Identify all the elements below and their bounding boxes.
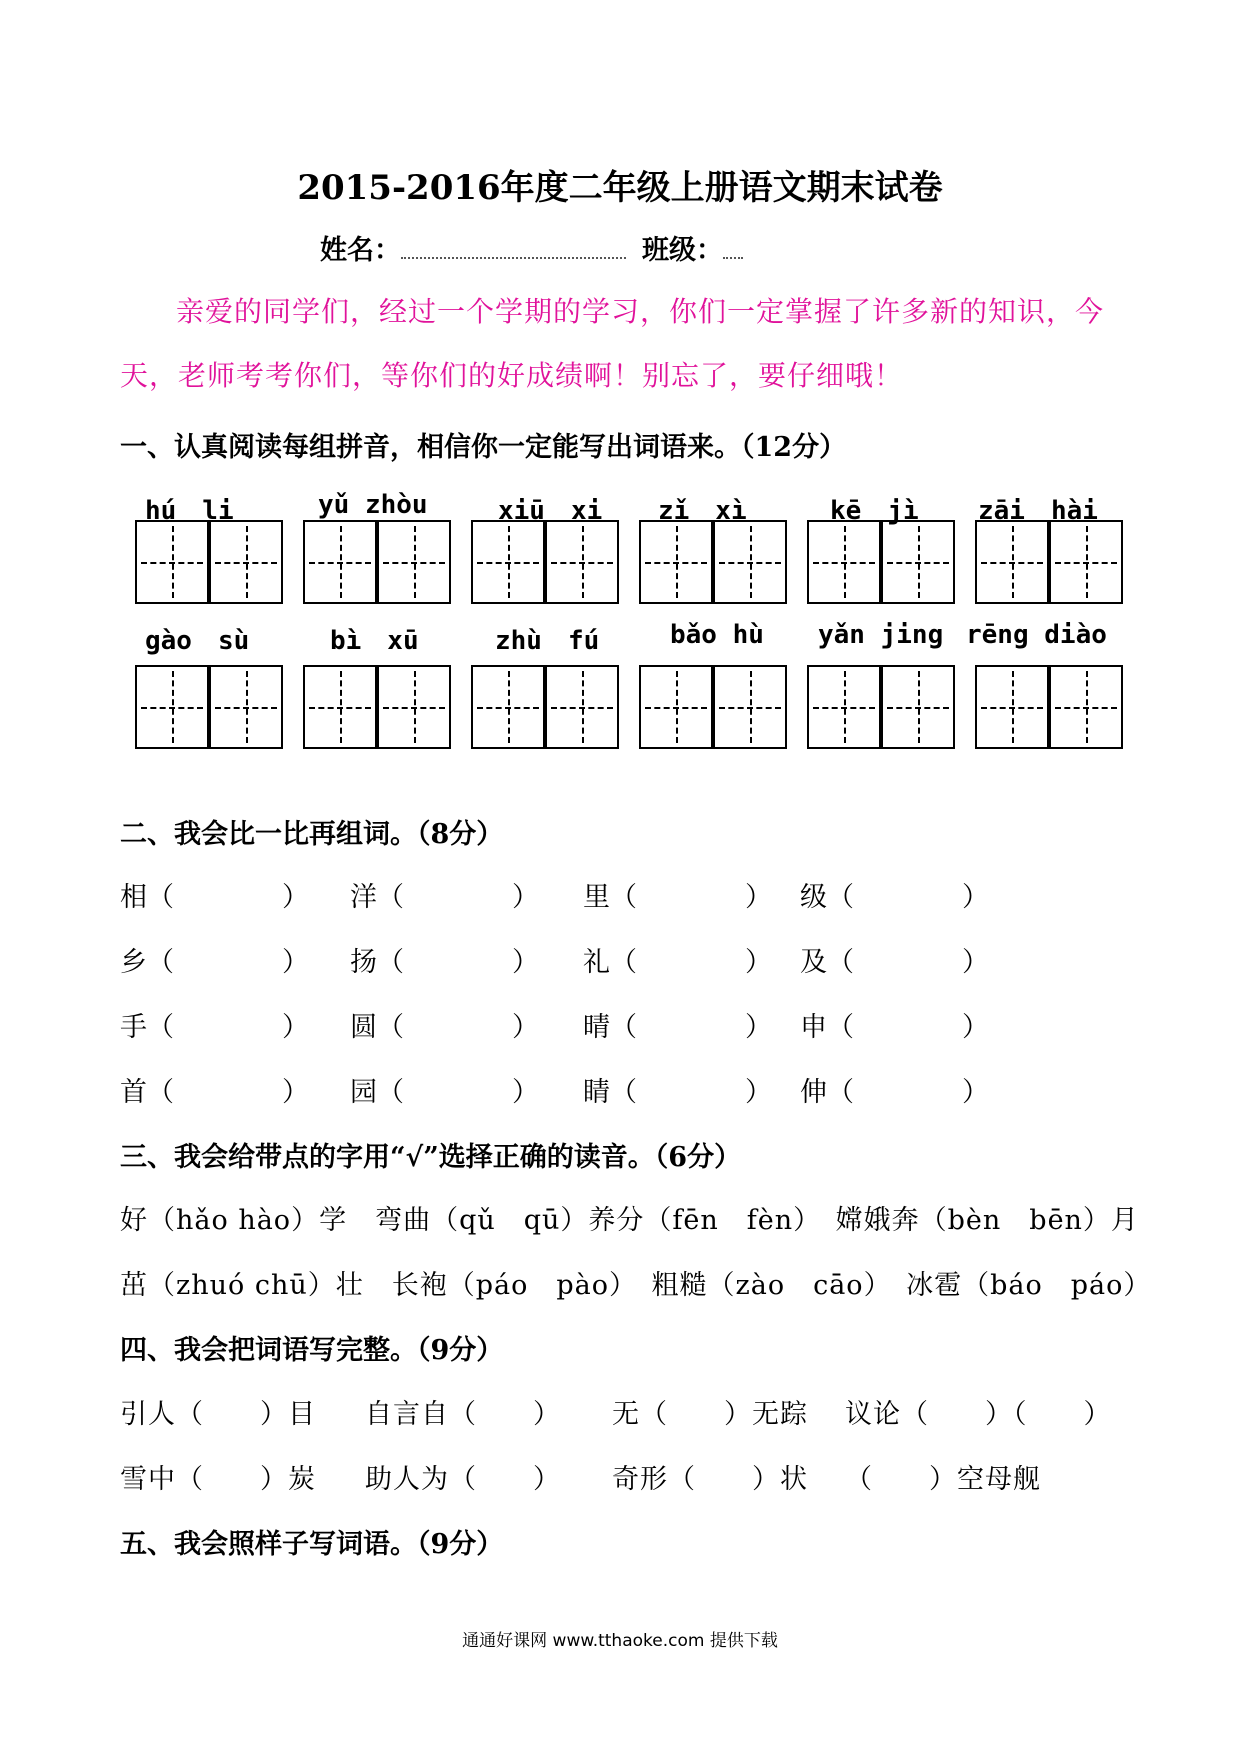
writing-grid[interactable] bbox=[135, 520, 285, 604]
compare-item[interactable]: 晴（ ） bbox=[583, 1012, 772, 1043]
compare-item[interactable]: 伸（ ） bbox=[800, 1077, 989, 1108]
writing-grid[interactable] bbox=[975, 665, 1125, 749]
fill-word[interactable]: 雪中（ ）炭 bbox=[120, 1464, 316, 1495]
compare-item[interactable]: 级（ ） bbox=[800, 882, 989, 913]
compare-item[interactable]: 相（ ） bbox=[120, 882, 309, 913]
pinyin-label: bǎo hù bbox=[670, 620, 764, 650]
section3-heading: 三、我会给带点的字用“√”选择正确的读音。（6分） bbox=[120, 1142, 742, 1173]
class-blank[interactable] bbox=[723, 235, 743, 259]
compare-item[interactable]: 睛（ ） bbox=[583, 1077, 772, 1108]
pinyin-label: bì xū bbox=[330, 626, 419, 656]
writing-grid[interactable] bbox=[471, 520, 621, 604]
compare-item[interactable]: 里（ ） bbox=[583, 882, 772, 913]
intro-paragraph: 亲爱的同学们，经过一个学期的学习，你们一定掌握了许多新的知识，今天，老师考考你们，等你们的好成绩啊！别忘了，要仔细哦！ bbox=[120, 295, 1105, 392]
footer-credit: 通通好课网 www.tthaoke.com 提供下载 bbox=[462, 1631, 778, 1651]
pinyin-label: hú li bbox=[145, 496, 234, 526]
compare-item[interactable]: 及（ ） bbox=[800, 947, 989, 978]
section4-heading: 四、我会把词语写完整。（9分） bbox=[120, 1335, 504, 1366]
pinyin-label: xiū xi bbox=[498, 496, 603, 526]
writing-grid[interactable] bbox=[135, 665, 285, 749]
class-label: 班级： bbox=[642, 235, 723, 266]
fill-word[interactable]: 无（ ）无踪 bbox=[612, 1399, 808, 1430]
page-title: 2015-2016年度二年级上册语文期末试卷 bbox=[297, 168, 943, 208]
writing-grid[interactable] bbox=[807, 665, 957, 749]
fill-word[interactable]: （ ）空母舰 bbox=[845, 1464, 1041, 1495]
writing-grid[interactable] bbox=[303, 665, 453, 749]
pronunciation-line-2[interactable]: 茁（zhuó chū）壮 长袍（páo pào） 粗糙（zào cāo） 冰雹（báo páo） bbox=[120, 1270, 1152, 1301]
fill-word[interactable]: 奇形（ ）状 bbox=[612, 1464, 808, 1495]
fill-word[interactable]: 议论（ ）（ ） bbox=[845, 1399, 1112, 1430]
pinyin-label: kē jì bbox=[830, 496, 919, 526]
pinyin-label: yǎn jing bbox=[818, 620, 944, 650]
writing-grid[interactable] bbox=[639, 520, 789, 604]
fill-word[interactable]: 引人（ ）目 bbox=[120, 1399, 316, 1430]
writing-grid[interactable] bbox=[303, 520, 453, 604]
compare-item[interactable]: 首（ ） bbox=[120, 1077, 309, 1108]
writing-grid[interactable] bbox=[471, 665, 621, 749]
section2-heading: 二、我会比一比再组词。（8分） bbox=[120, 819, 504, 850]
compare-item[interactable]: 手（ ） bbox=[120, 1012, 309, 1043]
compare-item[interactable]: 扬（ ） bbox=[350, 947, 539, 978]
compare-item[interactable]: 洋（ ） bbox=[350, 882, 539, 913]
compare-item[interactable]: 礼（ ） bbox=[583, 947, 772, 978]
name-label: 姓名： bbox=[320, 235, 401, 266]
pinyin-label: zǐ xì bbox=[658, 496, 747, 526]
class-field[interactable] bbox=[642, 228, 743, 267]
fill-word[interactable]: 助人为（ ） bbox=[365, 1464, 561, 1495]
section1-heading: 一、认真阅读每组拼音，相信你一定能写出词语来。（12分） bbox=[120, 432, 847, 463]
writing-grid[interactable] bbox=[639, 665, 789, 749]
compare-item[interactable]: 申（ ） bbox=[800, 1012, 989, 1043]
pronunciation-line-1[interactable]: 好（hǎo hào）学 弯曲（qǔ qū）养分（fēn fèn） 嫦娥奔（bèn bēn）月 bbox=[120, 1205, 1139, 1236]
pinyin-label: zāi hài bbox=[978, 496, 1098, 526]
compare-item[interactable]: 圆（ ） bbox=[350, 1012, 539, 1043]
pinyin-label: gào sù bbox=[145, 626, 250, 656]
pinyin-label: rēng diào bbox=[966, 620, 1107, 650]
compare-item[interactable]: 园（ ） bbox=[350, 1077, 539, 1108]
writing-grid[interactable] bbox=[975, 520, 1125, 604]
pinyin-label: zhù fú bbox=[495, 626, 600, 656]
name-blank[interactable] bbox=[401, 235, 626, 259]
pinyin-label: yǔ zhòu bbox=[318, 490, 428, 520]
writing-grid[interactable] bbox=[807, 520, 957, 604]
name-field[interactable] bbox=[320, 228, 626, 267]
section5-heading: 五、我会照样子写词语。（9分） bbox=[120, 1529, 504, 1560]
compare-item[interactable]: 乡（ ） bbox=[120, 947, 309, 978]
fill-word[interactable]: 自言自（ ） bbox=[365, 1399, 561, 1430]
